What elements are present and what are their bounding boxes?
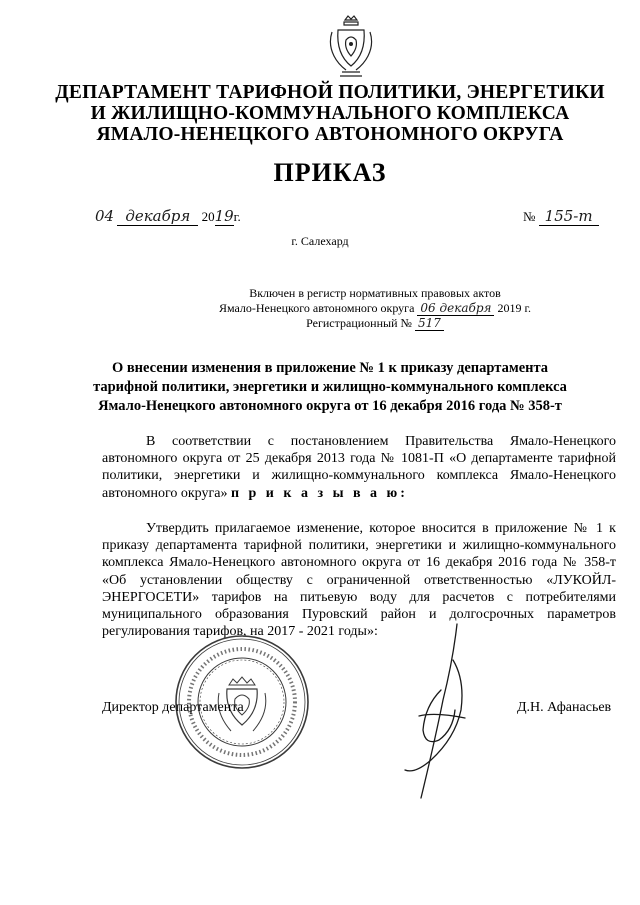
registration-year: 2019 г. bbox=[497, 301, 532, 315]
subject-line-2: тарифной политики, энергетики и жилищно-коммунального комплекса bbox=[93, 379, 567, 395]
paragraph-basis bbox=[102, 433, 616, 502]
document-title: ПРИКАЗ bbox=[273, 158, 387, 187]
date-suffix: г. bbox=[233, 209, 241, 224]
header-line-2: И ЖИЛИЩНО-КОММУНАЛЬНОГО КОМПЛЕКСА bbox=[90, 103, 570, 124]
registration-line-1: Включен в регистр нормативных правовых актов bbox=[249, 286, 501, 300]
registration-line-3 bbox=[200, 316, 550, 331]
order-number bbox=[523, 207, 599, 225]
department-header bbox=[40, 82, 620, 145]
registration-number-label: Регистрационный № bbox=[306, 316, 412, 330]
coat-of-arms-icon bbox=[328, 14, 374, 80]
number-value: 155-т bbox=[539, 207, 599, 226]
date-month: декабря bbox=[117, 207, 198, 226]
registration-number: 517 bbox=[415, 316, 444, 331]
order-action: п р и к а з ы в а ю bbox=[230, 485, 401, 501]
date-year-prefix: 20 bbox=[201, 209, 215, 224]
registration-line-2 bbox=[200, 301, 550, 316]
signer-name: Д.Н. Афанасьев bbox=[517, 700, 612, 715]
registration-region: Ямало-Ненецкого автономного округа bbox=[218, 301, 415, 315]
paragraph-basis-text: В соответствии с постановлением Правительства Ямало-Ненецкого автономного округа от 25 декабря 2013 года № 1081-П «О департаменте тарифной политики, энергетики и жилищно-коммунального комплекса Ямало-Ненецкого автономного округа» bbox=[102, 434, 616, 501]
order-date bbox=[95, 207, 241, 225]
header-line-3: ЯМАЛО-НЕНЕЦКОГО АВТОНОМНОГО ОКРУГА bbox=[96, 124, 564, 145]
signer-role: Директор департамента bbox=[102, 700, 244, 715]
number-label: № bbox=[523, 209, 536, 224]
date-year-suffix: 19 bbox=[214, 207, 234, 225]
order-subject bbox=[80, 359, 580, 416]
paragraph-order: Утвердить прилагаемое изменение, которое вносится в приложение № 1 к приказу департамента тарифной политики, энергетики и жилищно-коммунального комплекса Ямало-Ненецкого автономного округа от 16 декабря 2016 года № 358-т «Об установлении обществу с ограниченной ответственностью «ЛУКОЙЛ-ЭНЕРГОСЕТИ» тарифов на питьевую воду для расчетов с потребителями муниципального образования Пуровский район и долгосрочных параметров регулирования тарифов, на 2017 - 2021 годы»: bbox=[102, 521, 616, 640]
subject-line-1: О внесении изменения в приложение № 1 к приказу департамента bbox=[111, 360, 549, 376]
registration-block bbox=[200, 286, 550, 331]
subject-line-3: Ямало-Ненецкого автономного округа от 16 декабря 2016 года № 358-т bbox=[98, 398, 562, 414]
date-day: 04 bbox=[95, 207, 115, 225]
city: г. Салехард bbox=[291, 234, 349, 248]
signature-icon bbox=[395, 620, 485, 805]
registration-date: 06 декабря bbox=[417, 301, 494, 316]
header-line-1: ДЕПАРТАМЕНТ ТАРИФНОЙ ПОЛИТИКИ, ЭНЕРГЕТИКИ bbox=[55, 82, 605, 103]
paragraph-basis-end: : bbox=[400, 485, 405, 501]
